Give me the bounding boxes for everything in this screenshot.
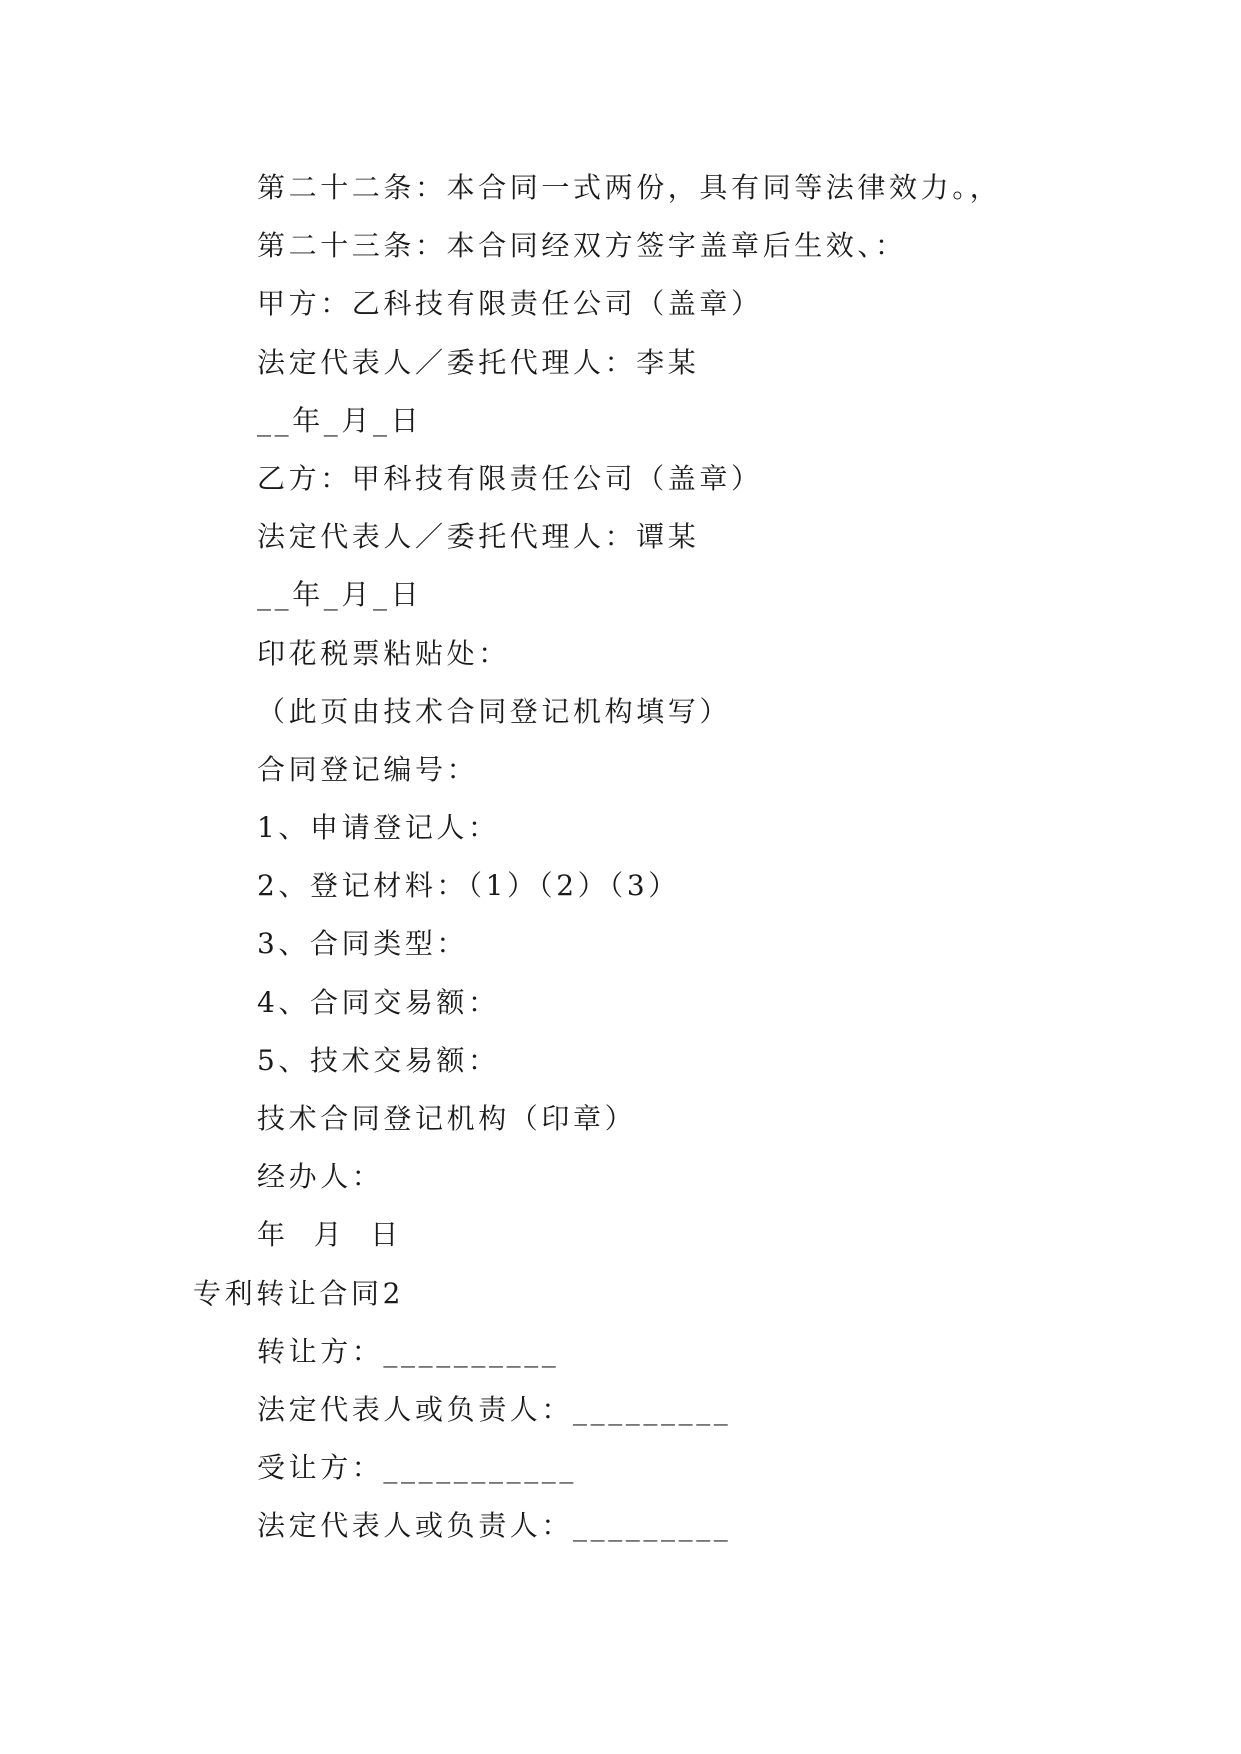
party-a: 甲方：乙科技有限责任公司（盖章） (257, 287, 763, 321)
party-b-representative: 法定代表人／委托代理人：谭某 (257, 520, 700, 554)
contract-title: 专利转让合同2 (193, 1276, 405, 1310)
transferor-representative-field: 法定代表人或负责人：_________ (257, 1392, 732, 1426)
stamp-duty-area: 印花税票粘贴处： (257, 636, 510, 670)
registration-item: 2、登记材料：（1）（2）（3） (257, 869, 680, 903)
registration-agency: 技术合同登记机构（印章） (257, 1102, 637, 1135)
registration-date: 年 月 日 (257, 1218, 402, 1252)
party-b: 乙方：甲科技有限责任公司（盖章） (257, 461, 763, 495)
transferor-field: 转让方：__________ (257, 1334, 560, 1368)
registration-item: 4、合同交易额： (257, 985, 500, 1019)
transferee-representative-field: 法定代表人或负责人：_________ (257, 1509, 732, 1543)
registration-number: 合同登记编号： (257, 752, 479, 786)
clause-22: 第二十二条：本合同一式两份，具有同等法律效力。， (257, 171, 1002, 204)
party-b-date: __年_月_日 (257, 578, 423, 612)
registration-item: 3、合同类型： (257, 927, 469, 961)
clause-23: 第二十三条：本合同经双方签字盖章后生效、： (257, 229, 907, 263)
document-page (0, 159, 1241, 1556)
registration-note: （此页由技术合同登记机构填写） (257, 694, 732, 728)
registration-handler: 经办人： (257, 1160, 384, 1194)
registration-item: 5、技术交易额： (257, 1043, 500, 1077)
registration-item: 1、申请登记人： (257, 811, 500, 845)
party-a-representative: 法定代表人／委托代理人：李某 (257, 345, 700, 379)
party-a-date: __年_月_日 (257, 403, 423, 437)
transferee-field: 受让方：___________ (257, 1451, 578, 1485)
